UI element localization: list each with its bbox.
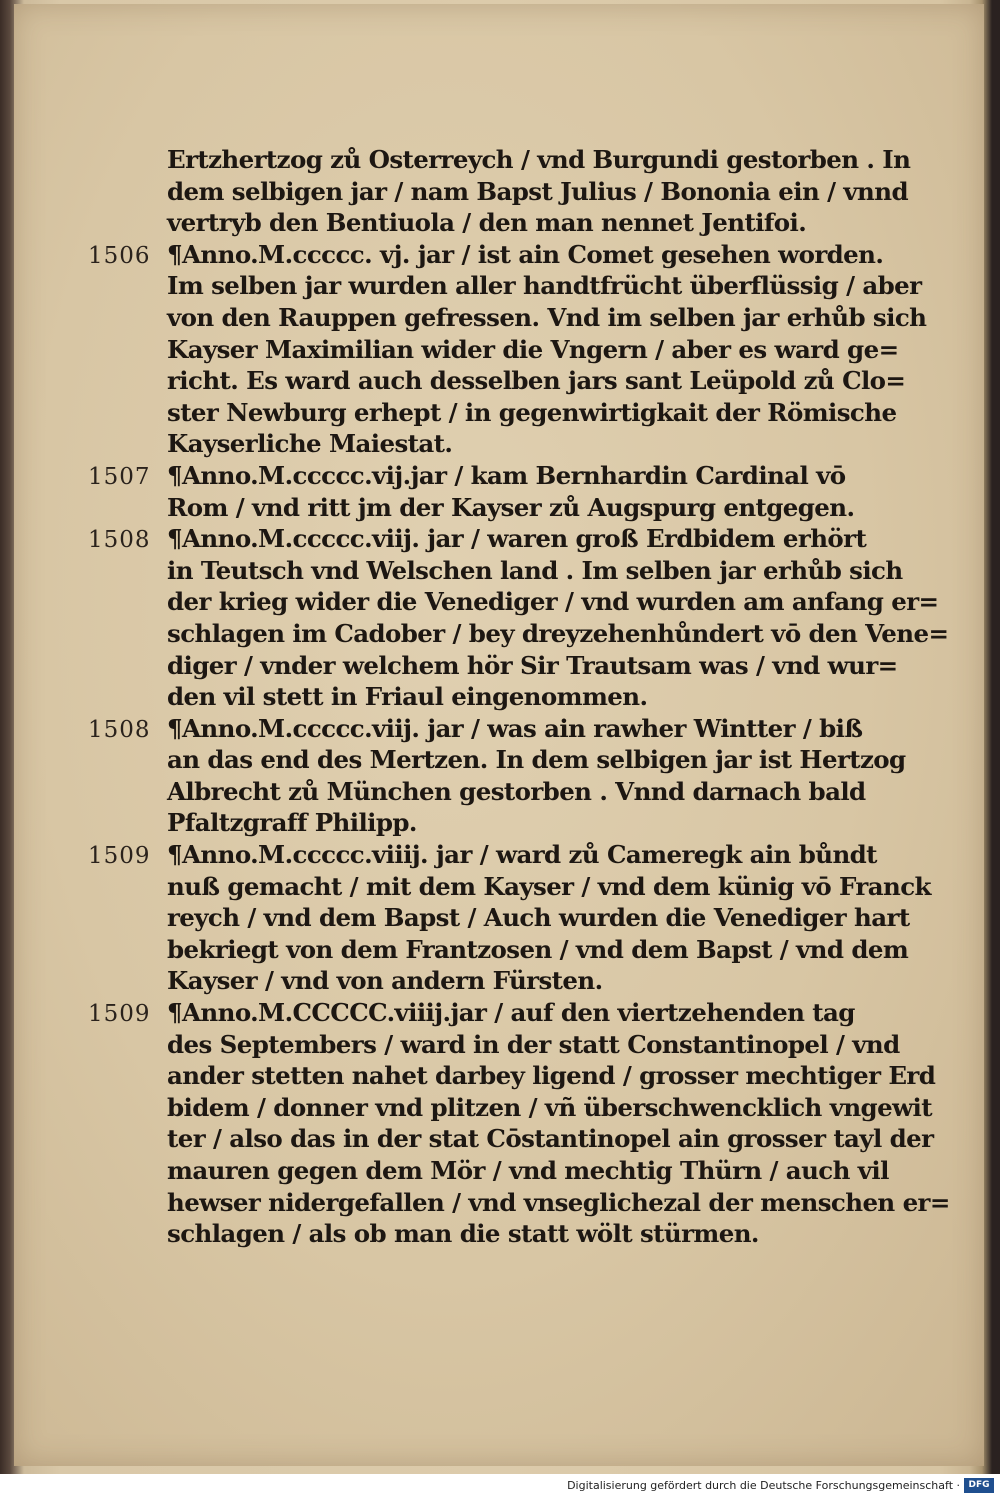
chronicle-entry	[14, 144, 984, 239]
dfg-logo: DFG	[964, 1478, 994, 1493]
text-line: in Teutsch vnd Welschen land . Im selben jar erhůb sich	[167, 555, 903, 585]
footer-strip	[0, 1474, 1000, 1500]
chronicle-entry	[14, 523, 984, 713]
text-line: ¶Anno.M.ccccc.viij. jar / was ain rawher Wintter / biß	[167, 713, 863, 743]
text-line: der krieg wider die Venediger / vnd wurden am anfang er=	[167, 587, 939, 617]
book-page	[14, 4, 984, 1466]
text-line: ¶Anno.M.ccccc.viiij. jar / ward zů Cameregk ain bůndt	[167, 840, 877, 870]
text-line: ter / also das in der stat Cōstantinopel ain grosser tayl der	[167, 1124, 934, 1154]
text-line: mauren gegen dem Mör / vnd mechtig Thürn / auch vil	[167, 1156, 889, 1185]
text-line: Im selben jar wurden aller handtfrücht überflüssig / aber	[167, 271, 922, 301]
text-block	[14, 144, 984, 1250]
text-line: richt. Es ward auch desselben jars sant Leüpold zů Clo=	[167, 366, 906, 396]
text-line: den vil stett in Friaul eingenommen.	[167, 682, 648, 712]
year-margin-note: 1507	[88, 463, 151, 490]
chronicle-entry	[14, 839, 984, 997]
year-margin-note: 1508	[88, 716, 151, 743]
text-line: ¶Anno.M.ccccc.vij.jar / kam Bernhardin Cardinal vō	[167, 460, 846, 490]
text-line: von den Rauppen gefressen. Vnd im selben jar erhůb sich	[167, 302, 927, 332]
text-line: schlagen im Cadober / bey dreyzehenhůndert vō den Vene=	[167, 618, 949, 648]
text-line: ¶Anno.M.ccccc. vj. jar / ist ain Comet gesehen worden.	[167, 239, 884, 269]
text-line: nuß gemacht / mit dem Kayser / vnd dem künig vō Franck	[167, 871, 931, 901]
chronicle-entry	[14, 997, 984, 1250]
text-line: bekriegt von dem Frantzosen / vnd dem Bapst / vnd dem	[167, 934, 909, 964]
year-margin-note: 1509	[88, 1001, 151, 1028]
text-line: Pfaltzgraff Philipp.	[167, 808, 417, 838]
year-margin-note: 1509	[88, 843, 151, 870]
text-line: hewser nidergefallen / vnd vnseglichezal der menschen er=	[167, 1187, 950, 1217]
text-line: diger / vnder welchem hör Sir Trautsam was / vnd wur=	[167, 650, 898, 680]
text-line: an das end des Mertzen. In dem selbigen jar ist Hertzog	[167, 745, 906, 775]
text-line: ster Newburg erhept / in gegenwirtigkait der Römische	[167, 397, 897, 427]
text-line: Kayser / vnd von andern Fürsten.	[167, 966, 603, 996]
text-line: Albrecht zů München gestorben . Vnnd darnach bald	[167, 776, 866, 806]
digitization-credit: Digitalisierung gefördert durch die Deutsche Forschungsgemeinschaft ·	[567, 1479, 960, 1492]
text-line: Kayserliche Maiestat.	[167, 429, 453, 459]
chronicle-entry	[14, 460, 984, 523]
text-line: dem selbigen jar / nam Bapst Julius / Bononia ein / vnnd	[167, 176, 908, 206]
text-line: vertryb den Bentiuola / den man nennet Jentifoi.	[167, 208, 807, 238]
chronicle-entry	[14, 239, 984, 460]
text-line: ¶Anno.M.CCCCC.viiij.jar / auf den viertzehenden tag	[167, 998, 855, 1028]
text-line: ander stetten nahet darbey ligend / grosser mechtiger Erd	[167, 1061, 936, 1091]
text-line: des Septembers / ward in der statt Constantinopel / vnd	[167, 1029, 900, 1059]
text-line: ¶Anno.M.ccccc.viij. jar / waren groß Erdbidem erhört	[167, 524, 867, 554]
text-line: Rom / vnd ritt jm der Kayser zů Augspurg entgegen.	[167, 492, 855, 522]
text-line: schlagen / als ob man die statt wölt stürmen.	[167, 1219, 759, 1249]
text-line: reych / vnd dem Bapst / Auch wurden die Venediger hart	[167, 903, 910, 933]
text-line: Kayser Maximilian wider die Vngern / aber es ward ge=	[167, 334, 899, 364]
year-margin-note: 1506	[88, 242, 151, 269]
text-line: Ertzhertzog zů Osterreych / vnd Burgundi gestorben . In	[167, 145, 911, 174]
chronicle-entry	[14, 713, 984, 839]
text-line: bidem / donner vnd plitzen / vñ überschwencklich vngewit	[167, 1092, 932, 1122]
year-margin-note: 1508	[88, 527, 151, 554]
